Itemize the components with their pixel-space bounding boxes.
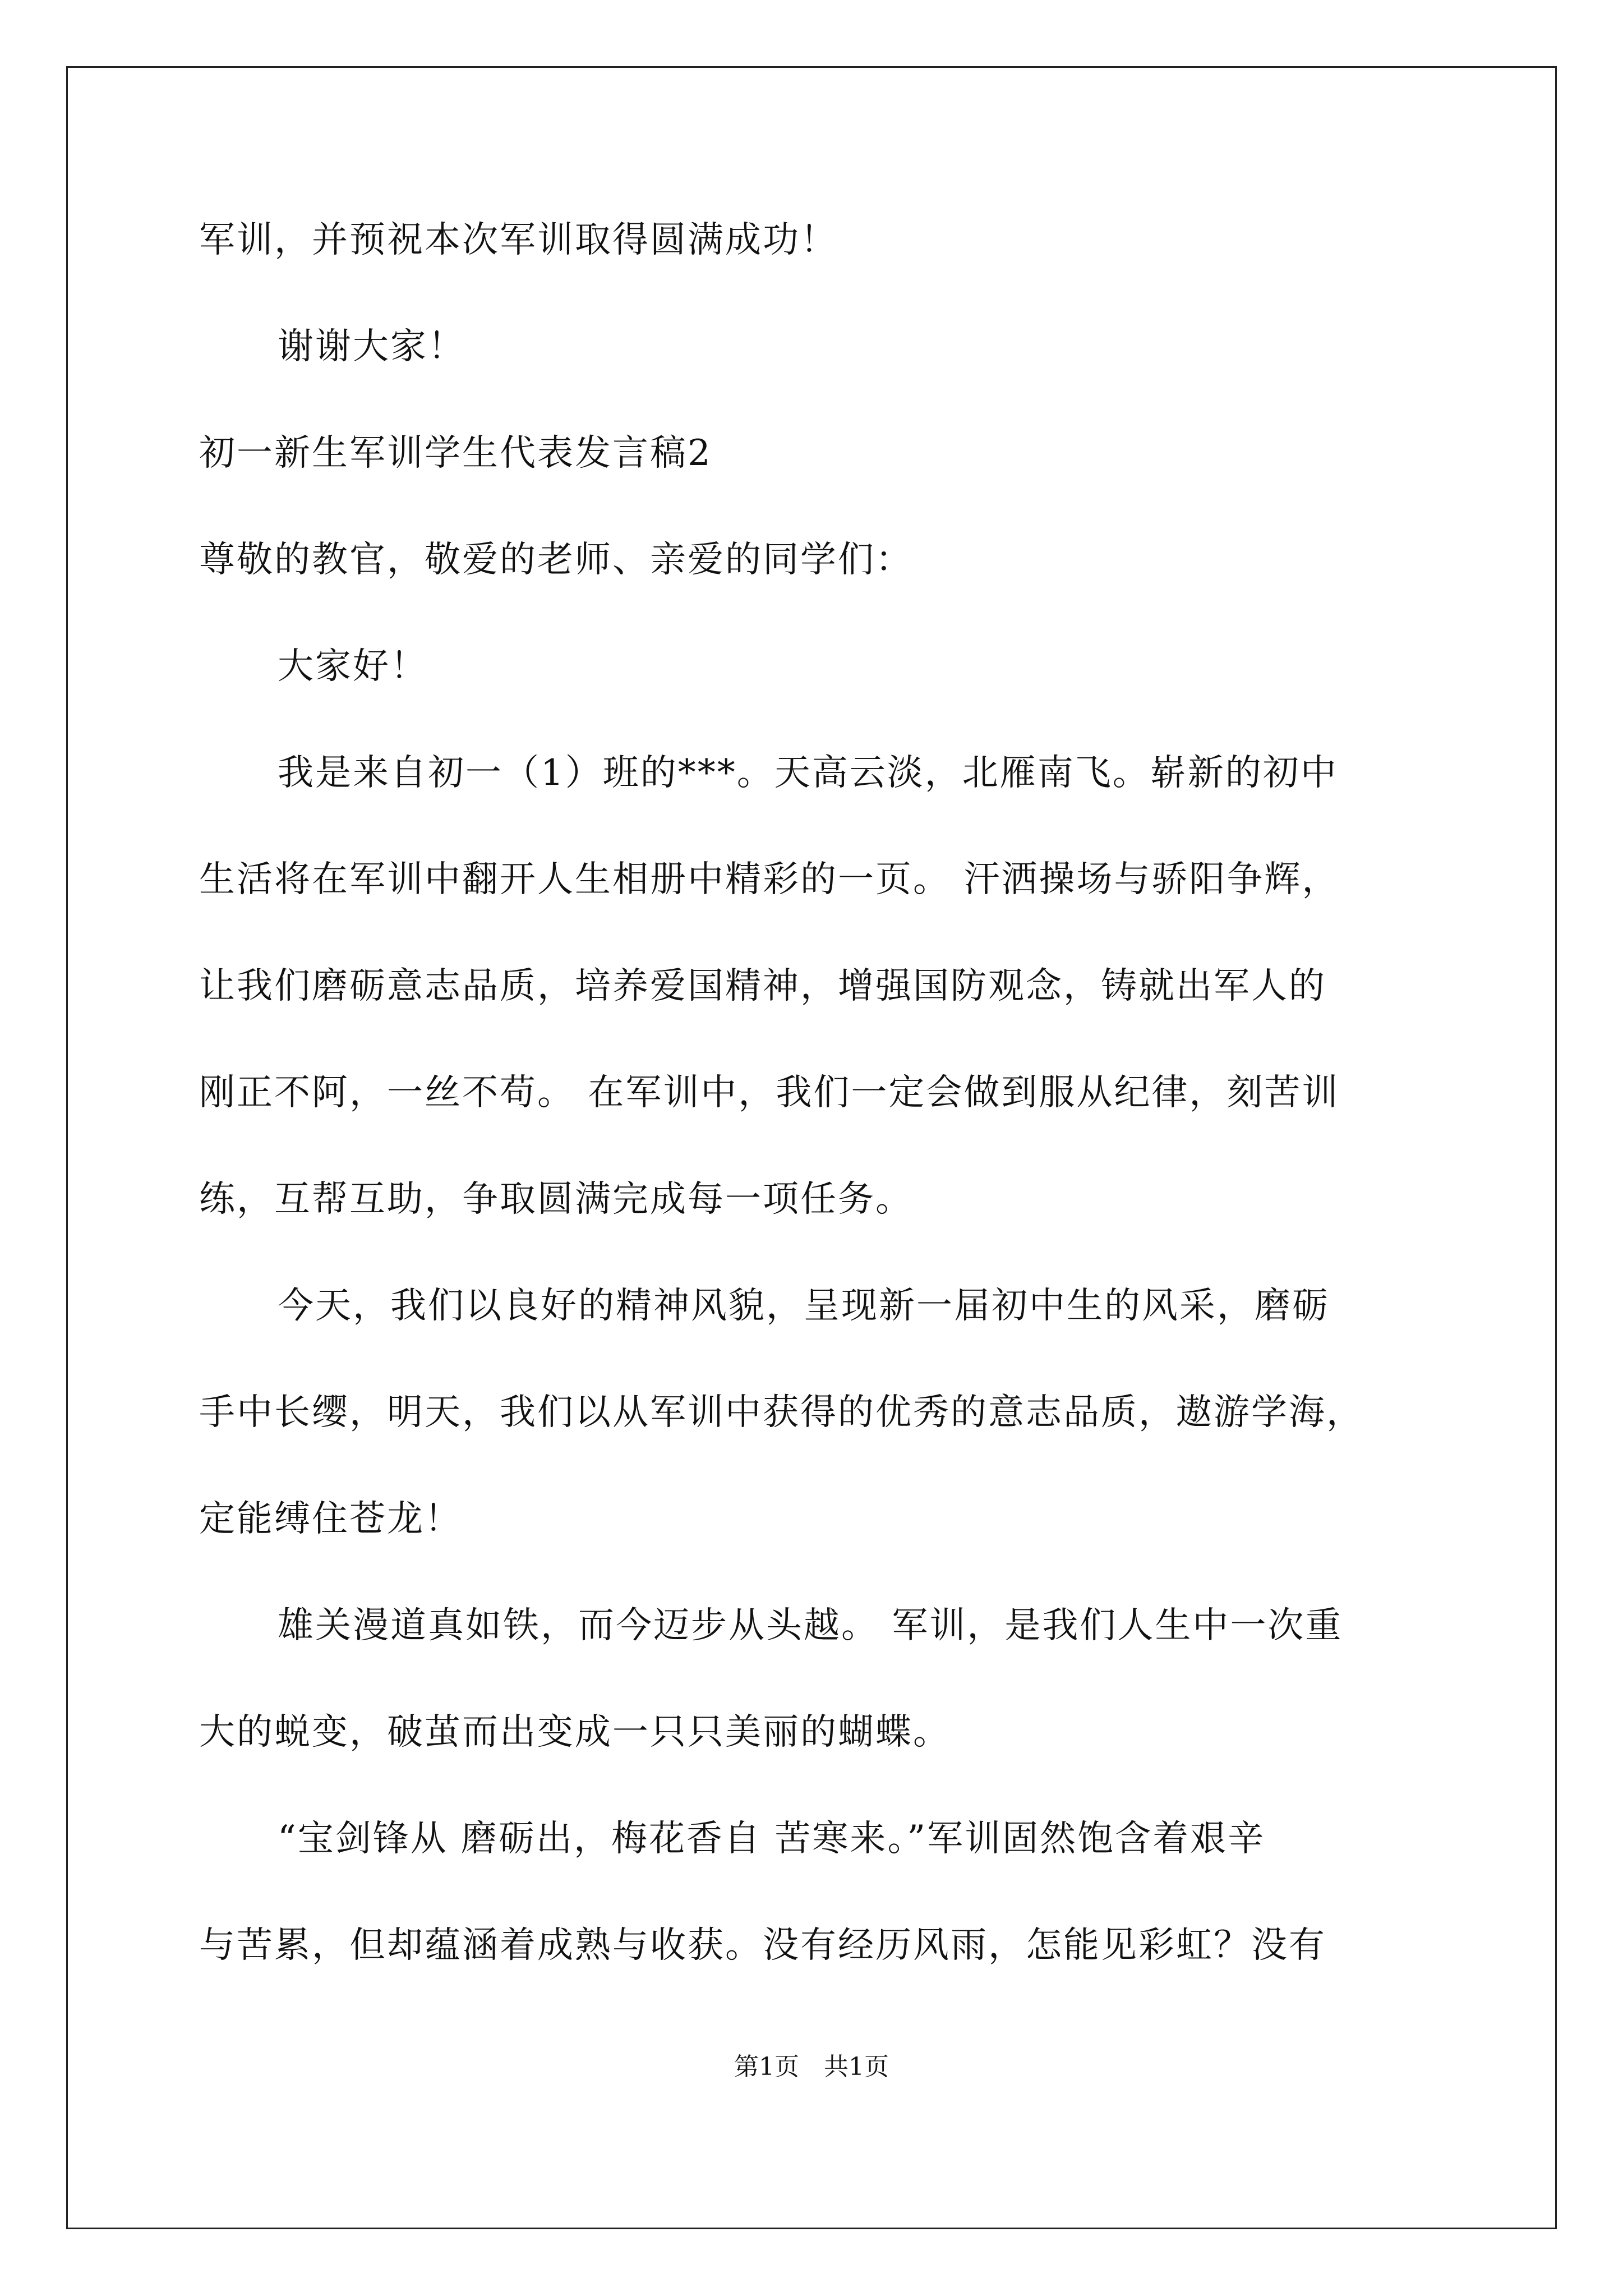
text-line: 军训，并预祝本次军训取得圆满成功！ (199, 219, 838, 261)
text-line: 定能缚住苍龙！ (199, 1498, 462, 1540)
text-line: 练，互帮互助，争取圆满完成每一项任务。 (199, 1179, 913, 1220)
text-line: 谢谢大家！ (278, 326, 465, 367)
text-line: 生活将在军训中翻开人生相册中精彩的一页。 汗洒操场与骄阳争辉， (199, 859, 1340, 900)
text-line: 我是来自初一（1）班的***。天高云淡，北雁南飞。崭新的初中 (278, 752, 1338, 794)
text-line: 雄关漫道真如铁，而今迈步从头越。 军训，是我们人生中一次重 (278, 1605, 1343, 1646)
text-line: 刚正不阿，一丝不苟。 在军训中，我们一定会做到服从纪律，刻苦训 (199, 1072, 1340, 1114)
page-border (66, 66, 1557, 2229)
page-number-footer: 第1页 共1页 (734, 2053, 889, 2081)
salutation: 尊敬的教官，敬爱的老师、亲爱的同学们： (199, 539, 913, 581)
text-line: 与苦累，但却蕴涵着成熟与收获。没有经历风雨，怎能见彩虹？没有 (199, 1925, 1326, 1966)
text-line: 今天，我们以良好的精神风貌，呈现新一届初中生的风采，磨砺 (278, 1285, 1330, 1327)
greeting: 大家好！ (278, 646, 428, 687)
text-line: 手中长缨，明天，我们以从军训中获得的优秀的意志品质，遨游学海， (199, 1392, 1364, 1433)
text-line: 让我们磨砺意志品质，培养爱国精神，增强国防观念，铸就出军人的 (199, 965, 1326, 1007)
text-line: “宝剑锋从 磨砺出，梅花香自 苦寒来。”军训固然饱含着艰辛 (278, 1818, 1266, 1860)
text-line: 大的蜕变，破茧而出变成一只只美丽的蝴蝶。 (199, 1711, 951, 1753)
section-title: 初一新生军训学生代表发言稿2 (199, 432, 712, 474)
